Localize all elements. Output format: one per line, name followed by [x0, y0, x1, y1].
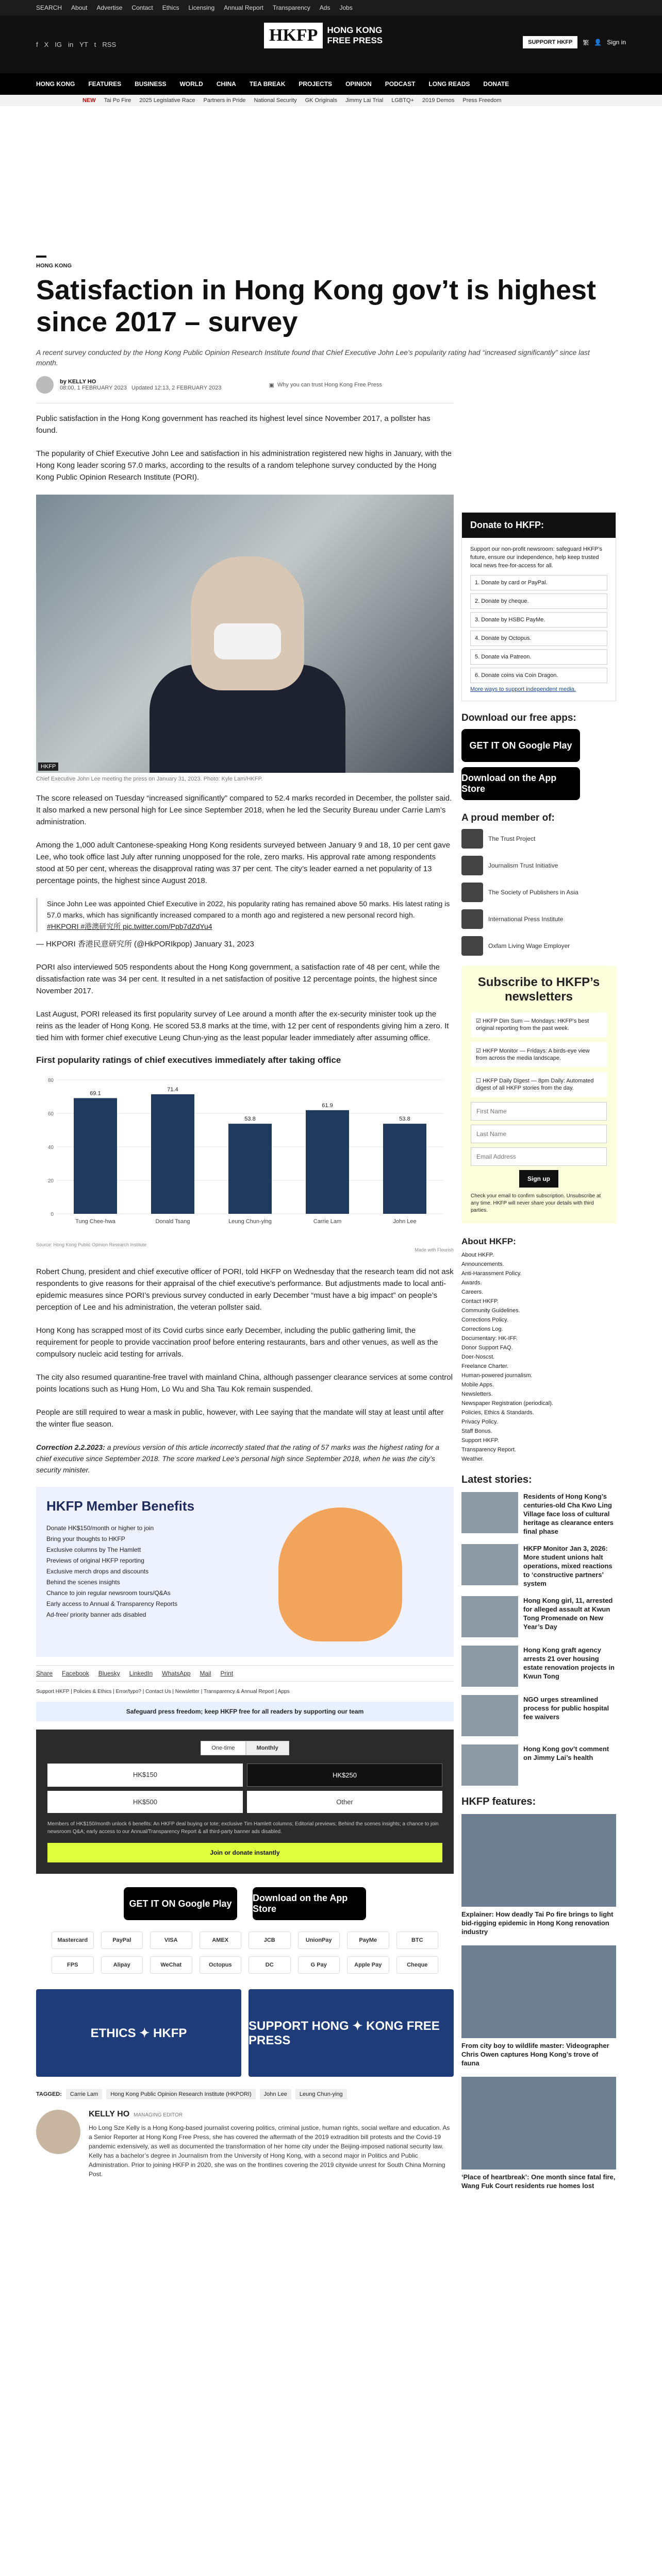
about-link[interactable]: Corrections Policy. — [461, 1317, 508, 1323]
about-link[interactable]: Transparency Report. — [461, 1447, 516, 1453]
author-role: MANAGING EDITOR — [134, 2112, 183, 2118]
latest-story-thumbnail[interactable] — [461, 1695, 518, 1736]
app-store-badges — [36, 1887, 454, 1920]
about-link[interactable]: Weather. — [461, 1456, 484, 1462]
telegram-icon[interactable]: t — [94, 40, 96, 48]
share-facebook[interactable]: Facebook — [62, 1670, 89, 1677]
ipi-logo[interactable] — [461, 909, 616, 929]
octopus-icon: Octopus — [200, 1956, 242, 1974]
chart-credit[interactable]: Made with Flourish — [415, 1247, 454, 1252]
about-link[interactable]: Human-powered journalism. — [461, 1372, 533, 1379]
logo-line2: FREE PRESS — [327, 36, 383, 45]
author-photo[interactable] — [36, 2110, 80, 2154]
trust-project-text: The Trust Project — [488, 835, 536, 842]
payme-icon: PayMe — [347, 1931, 389, 1949]
newsletter-option-text: HKFP Monitor — Fridays: A birds-eye view from across the media landscape. — [476, 1048, 590, 1061]
benefit-item: Behind the scenes insights — [46, 1579, 120, 1586]
sidebar-apps — [461, 713, 616, 800]
bar-value-label: 61.9 — [322, 1102, 333, 1109]
jti-icon — [461, 856, 483, 875]
donate-way[interactable]: 5. Donate via Patreon. — [470, 649, 607, 665]
nav-hong-kong[interactable]: HONG KONG — [36, 80, 75, 88]
newsletter-option[interactable] — [471, 1012, 607, 1037]
about-link[interactable]: Awards. — [461, 1280, 482, 1286]
checkbox-icon[interactable]: ☑ — [476, 1018, 481, 1024]
share-linkedin[interactable]: LinkedIn — [129, 1670, 153, 1677]
y-tick-label: 80 — [47, 1078, 54, 1083]
about-link[interactable]: Contact HKFP. — [461, 1298, 499, 1304]
membership-title: A proud member of: — [461, 812, 555, 823]
trust-text: Why you can trust Hong Kong Free Press — [277, 382, 382, 388]
sidebar-donate-title: Donate to HKFP: — [462, 513, 616, 538]
paragraph: Hong Kong has scrapped most of its Covid curbs since early December, including the public gathering limit, the requirement for people to provide vaccination proof before entering restaurants, bars and other venues, as well as the compulsory nucleic acid testing for arrivals. — [36, 1326, 438, 1359]
donate-way[interactable]: 2. Donate by cheque. — [470, 594, 607, 609]
donate-way[interactable]: 1. Donate by card or PayPal. — [470, 575, 607, 590]
oxfam-logo[interactable] — [461, 936, 616, 956]
about-link[interactable]: Donor Support FAQ. — [461, 1345, 513, 1351]
trending-item[interactable]: National Security — [254, 97, 297, 104]
sidebar-donate-text: Support our non-profit newsroom: safeguard HKFP’s future, ensure our independence, help keep trusted local news free-for-access for all. — [470, 546, 602, 569]
newsletter-option[interactable] — [471, 1042, 607, 1067]
nav-long-reads[interactable]: LONG READS — [428, 80, 470, 88]
email-input[interactable] — [471, 1147, 607, 1166]
paragraph: PORI also interviewed 505 respondents about the Hong Kong government, a satisfaction rate of 48 per cent, while the dissatisfaction rate was 34 per cent. It resulted in a net satisfaction of positive 12 percentage points, the highest since November 2017. — [36, 963, 440, 995]
feature-image[interactable] — [461, 1814, 616, 1907]
article-title: Satisfaction in Hong Kong gov’t is highest since 2017 – survey — [36, 275, 597, 337]
support-hkfp-button[interactable]: SUPPORT HKFP — [523, 36, 577, 48]
jcb-icon: JCB — [249, 1931, 291, 1949]
tag-chip[interactable]: Leung Chun-ying — [295, 2089, 347, 2099]
tag-chip[interactable]: John Lee — [260, 2089, 291, 2099]
latest-story-thumbnail[interactable] — [461, 1744, 518, 1786]
latest-story-title[interactable]: Hong Kong gov’t comment on Jimmy Lai’s health — [523, 1745, 609, 1761]
tweet-links[interactable]: #HKPORI #港澳研究所 pic.twitter.com/Ppb7dZdYu4 — [47, 922, 212, 930]
x-tick-label: John Lee — [393, 1218, 417, 1225]
oxfam-icon — [461, 936, 483, 956]
about-link[interactable]: Careers. — [461, 1289, 484, 1295]
bar[interactable] — [383, 1124, 426, 1214]
promo-banners — [36, 1989, 454, 2077]
trending-item[interactable]: Tai Po Fire — [104, 97, 131, 104]
x-tick-label: Carrie Lam — [313, 1218, 342, 1225]
trust-link[interactable] — [269, 382, 382, 388]
trust-project-icon — [461, 829, 483, 849]
article-photo[interactable] — [36, 495, 454, 773]
donate-way[interactable]: 3. Donate by HSBC PayMe. — [470, 612, 607, 628]
about-list — [461, 1250, 616, 1464]
bar[interactable] — [228, 1124, 272, 1214]
sopa-text: The Society of Publishers in Asia — [488, 889, 578, 896]
latest-story[interactable] — [461, 1744, 616, 1786]
tweet-source[interactable]: — HKPORI 香港民意研究所 (@HkPORIkpop) January 31, 2023 — [36, 940, 254, 948]
tags-label: TAGGED: — [36, 2091, 62, 2097]
last-name-input[interactable] — [471, 1125, 607, 1143]
one-time-tab[interactable]: One-time — [201, 1741, 245, 1755]
tag-list — [36, 2089, 454, 2099]
nav-business[interactable]: BUSINESS — [135, 80, 167, 88]
facebook-icon[interactable]: f — [36, 40, 38, 48]
share-label: Share — [36, 1670, 53, 1677]
paragraph: The popularity of Chief Executive John Lee and satisfaction in his administration registered new highs in January, with the Hong Kong leader scoring 57.0 marks, according to the results of a random telephone survey conducted by the Hong Kong Public Opinion Research Institute (PORI). — [36, 449, 452, 482]
latest-story-title[interactable]: NGO urges streamlined process for public hospital fee waivers — [523, 1696, 609, 1721]
article-category[interactable]: HONG KONG — [36, 263, 72, 269]
tag-chip[interactable]: Hong Kong Public Opinion Research Institute (HKPORI) — [106, 2089, 255, 2099]
ethics-banner[interactable]: ETHICS ✦ HKFP — [36, 1989, 241, 2077]
wechat-icon: WeChat — [150, 1956, 192, 1974]
gpay-icon: G Pay — [298, 1956, 340, 1974]
sidebar-memberships — [461, 812, 616, 956]
about-link[interactable]: Announcements. — [461, 1261, 504, 1267]
x-tick-label: Tung Chee-hwa — [75, 1218, 115, 1225]
bar-value-label: 71.4 — [167, 1086, 178, 1093]
benefit-item: Donate HK$150/month or higher to join — [46, 1524, 154, 1532]
logo-text — [327, 25, 383, 46]
chart-title: First popularity ratings of chief executives immediately after taking office — [36, 1055, 341, 1065]
frequency-toggle — [47, 1741, 442, 1755]
trending-item[interactable]: 2019 Demos — [422, 97, 455, 104]
jobs-link[interactable]: Jobs — [339, 4, 353, 11]
amount-options — [47, 1764, 442, 1813]
share-mail[interactable]: Mail — [200, 1670, 211, 1677]
about-link[interactable]: Policies, Ethics & Standards. — [461, 1410, 534, 1416]
author-box — [36, 2110, 454, 2179]
benefit-item: Exclusive columns by The Hamlett — [46, 1546, 141, 1553]
newsletter-fine-print: Check your email to confirm subscription. Unsubscribe at any time. HKFP will never share your details with third parties. — [471, 1193, 601, 1213]
first-name-input[interactable] — [471, 1102, 607, 1121]
user-icon[interactable]: 👤 — [594, 39, 602, 46]
author-avatar[interactable] — [36, 376, 54, 394]
trending-item[interactable]: Jimmy Lai Trial — [345, 97, 384, 104]
newsletter-title: Subscribe to HKFP’s newsletters — [477, 975, 600, 1004]
chart-svg — [36, 1070, 454, 1240]
language-toggle[interactable]: 繁 — [583, 39, 589, 46]
paragraph: Public satisfaction in the Hong Kong government has reached its highest level since November 2017, a pollster has found. — [36, 414, 431, 435]
ipi-text: International Press Institute — [488, 916, 564, 923]
share-bluesky[interactable]: Bluesky — [98, 1670, 120, 1677]
kicker-bar — [36, 256, 46, 258]
app-store-badge[interactable]: Download on the App Store — [253, 1887, 366, 1920]
about-link[interactable]: About HKFP. — [461, 1252, 494, 1258]
bar[interactable] — [151, 1094, 194, 1214]
contact-link[interactable]: Contact — [131, 4, 153, 11]
feature-title[interactable]: Explainer: How deadly Tai Po fire brings to light bid-rigging epidemic in Hong Kong renovation industry — [461, 1910, 614, 1936]
latest-story-title[interactable]: Hong Kong graft agency arrests 21 over housing estate renovation projects in Kwun Tong — [523, 1646, 615, 1680]
unionpay-icon: UnionPay — [298, 1931, 340, 1949]
article-lead: A recent survey conducted by the Hong Kong Public Opinion Research Institute found that Chief Executive John Lee’s popularity rating had “increased significantly” since last month. — [36, 348, 590, 367]
donate-way[interactable]: 4. Donate by Octopus. — [470, 631, 607, 646]
bar[interactable] — [306, 1110, 349, 1214]
support-banner[interactable]: SUPPORT HONG ✦ KONG FREE PRESS — [249, 1989, 454, 2077]
safeguard-banner[interactable]: Safeguard press freedom; keep HKFP free for all readers by supporting our team — [36, 1702, 454, 1721]
trending-item[interactable]: GK Originals — [305, 97, 337, 104]
jti-logo[interactable] — [461, 856, 616, 875]
about-link[interactable]: Corrections Log. — [461, 1326, 503, 1332]
author-bio: Ho Long Sze Kelly is a Hong Kong-based journalist covering politics, criminal justice, human rights, social welfare and education. As a Senior Reporter at Hong Kong Free Press, she has covered the aftermath of the 2019 extradition bill protests and the Covid-19 pandemic extensively, as well as documented the transformation of her home city under the Beijing-imposed national security law. Kelly has a bachelor’s degree in Journalism from the University of Hong Kong, with a second major in Politics and Public Administration. Prior to joining HKFP in 2020, she was on the frontlines covering the 2019 citywide unrest for South China Morning Post. — [89, 2124, 450, 2178]
sign-in-link[interactable]: Sign in — [607, 39, 626, 46]
about-link[interactable]: Anti-Harassment Policy. — [461, 1270, 522, 1277]
advertise-link[interactable]: Advertise — [96, 4, 123, 11]
publish-date: 08:00, 1 FEBRUARY 2023 — [60, 385, 127, 391]
newsletter-signup — [461, 966, 616, 1224]
licensing-link[interactable]: Licensing — [188, 4, 215, 11]
byline — [36, 376, 454, 394]
newsletter-option[interactable] — [471, 1072, 607, 1097]
y-tick-label: 0 — [51, 1212, 54, 1217]
features-title: HKFP features: — [461, 1796, 536, 1807]
about-link[interactable]: Community Guidelines. — [461, 1308, 520, 1314]
benefit-item: Exclusive merch drops and discounts — [46, 1568, 149, 1575]
feature-image[interactable] — [461, 1945, 616, 2038]
sidebar-store-badges — [461, 729, 616, 800]
cheque-icon: Cheque — [396, 1956, 439, 1974]
about-link[interactable]: Mobile Apps. — [461, 1382, 494, 1388]
y-tick-label: 60 — [47, 1111, 54, 1117]
nav-projects[interactable]: PROJECTS — [299, 80, 333, 88]
sign-up-button[interactable]: Sign up — [519, 1170, 558, 1188]
main-nav — [0, 73, 662, 95]
paragraph: Last August, PORI released its first popularity survey of Lee around a month after the ex-security minister took up the reins as the leader of Hong Kong. He scored 53.8 marks at the time, with 12 per cent of respondents giving him a zero. It tied him with former chief executive Leung Chun-ying as the least popular leader immediately after assuming office. — [36, 1010, 449, 1042]
latest-stories — [461, 1474, 616, 1786]
latest-story[interactable] — [461, 1695, 616, 1736]
x-icon[interactable]: X — [44, 40, 49, 48]
paragraph: The score released on Tuesday “increased significantly” compared to 52.4 marks recorded in December, the pollster said. It also marked a new personal high for Lee since September 2018, when he led the Security Bureau under Carrie Lam’s administration. — [36, 794, 452, 826]
ipi-icon — [461, 909, 483, 929]
trending-item[interactable]: 2025 Legislative Race — [139, 97, 195, 104]
instagram-icon[interactable]: IG — [55, 40, 62, 48]
paragraph: People are still required to wear a mask in public, however, with Lee saying that the mandate will stay at least until after the winter flue season. — [36, 1408, 444, 1429]
embedded-tweet — [36, 898, 454, 932]
benefit-list — [46, 1523, 177, 1620]
hkfp-features — [461, 1796, 616, 2190]
about-title: About HKFP: — [461, 1236, 516, 1246]
about-link[interactable]: Doer-Noscst. — [461, 1354, 495, 1360]
about-link[interactable]: Newsletters. — [461, 1391, 493, 1397]
share-whatsapp[interactable]: WhatsApp — [162, 1670, 191, 1677]
photo-figure-mask — [214, 623, 281, 659]
rss-icon[interactable]: RSS — [102, 40, 117, 48]
about-link[interactable]: Documentary: HK-IFF. — [461, 1335, 518, 1342]
checkbox-icon[interactable]: ☐ — [476, 1078, 481, 1084]
author-box-name[interactable]: KELLY HO — [89, 2110, 130, 2119]
sidebar-apps-title: Download our free apps: — [461, 713, 576, 723]
google-play-badge[interactable]: GET IT ON Google Play — [124, 1887, 237, 1920]
member-benefits-promo[interactable] — [36, 1487, 454, 1657]
latest-story-title[interactable]: Residents of Hong Kong’s centuries-old Cha Kwo Ling Village face loss of cultural heritage as clearance enters final phase — [523, 1493, 614, 1535]
paypal-icon: PayPal — [101, 1931, 143, 1949]
ads-link[interactable]: Ads — [319, 4, 330, 11]
benefit-item: Previews of original HKFP reporting — [46, 1557, 144, 1564]
share-print[interactable]: Print — [220, 1670, 234, 1677]
trending-item[interactable]: LGBTQ+ — [391, 97, 415, 104]
latest-story-thumbnail[interactable] — [461, 1596, 518, 1637]
nav-opinion[interactable]: OPINION — [345, 80, 372, 88]
logo-mark: HKFP — [264, 23, 323, 48]
sidebar-google-play-badge[interactable]: GET IT ON Google Play — [461, 729, 580, 762]
sopa-logo[interactable] — [461, 883, 616, 902]
jti-text: Journalism Trust Initiative — [488, 862, 558, 869]
y-tick-label: 20 — [47, 1178, 54, 1184]
latest-story[interactable] — [461, 1544, 616, 1588]
monthly-tab[interactable]: Monthly — [246, 1741, 289, 1755]
correction-text: a previous version of this article incorrectly stated that the rating of 57 marks was the highest rating for a chief executive since September 2018. The score marked Lee’s personal high since September 2018, when he was the city’s security minister. — [36, 1443, 440, 1474]
bar-value-label: 53.8 — [399, 1116, 410, 1123]
latest-list — [461, 1492, 616, 1786]
promo-title: HKFP Member Benefits — [46, 1498, 195, 1514]
mastercard-icon: Mastercard — [52, 1931, 94, 1949]
amex-icon: AMEX — [200, 1931, 242, 1949]
donate-way[interactable]: 6. Donate coins via Coin Dragon. — [470, 668, 607, 683]
sopa-icon — [461, 883, 483, 902]
nav-tea-break[interactable]: TEA BREAK — [249, 80, 286, 88]
logo-line1: HONG KONG — [327, 25, 383, 35]
nav-features[interactable]: FEATURES — [88, 80, 122, 88]
about-link[interactable]: Freelance Charter. — [461, 1363, 509, 1369]
photo-watermark: HKFP — [38, 762, 58, 771]
feature-title[interactable]: ‘Place of heartbreak’: One month since fatal fire, Wang Fuk Court residents rue homes lost — [461, 2173, 616, 2190]
benefit-item: Bring your thoughts to HKFP — [46, 1535, 125, 1543]
paragraph: The city also resumed quarantine-free travel with mainland China, although passenger clearance services at some control points locations such as Hung Hom, Lo Wu and Sha Tau Kok remain suspended. — [36, 1373, 453, 1394]
amount-option-selected[interactable]: HK$250 — [247, 1764, 442, 1787]
correction-label: Correction 2.2.2023: — [36, 1443, 105, 1451]
share-bar — [36, 1665, 454, 1682]
top-utility-bar — [0, 0, 662, 15]
payment-methods — [52, 1931, 438, 1974]
latest-story-title[interactable]: HKFP Monitor Jan 3, 2026: More student unions halt operations, mixed reactions to ‘constructive partners’ system — [523, 1545, 613, 1587]
applepay-icon: Apple Pay — [347, 1956, 389, 1974]
popularity-chart — [36, 1055, 454, 1252]
benefit-item: Early access to Annual & Transparency Reports — [46, 1600, 178, 1607]
newsletter-option-text: HKFP Dim Sum — Mondays: HKFP’s best original reporting from the past week. — [476, 1018, 589, 1031]
oxfam-text: Oxfam Living Wage Employer — [488, 942, 570, 950]
latest-story[interactable] — [461, 1492, 616, 1536]
author-name[interactable]: by KELLY HO — [60, 379, 96, 385]
trending-item[interactable]: Press Freedom — [462, 97, 502, 104]
amount-option-other[interactable]: Other — [247, 1791, 442, 1813]
tweet-text: Since John Lee was appointed Chief Executive in 2022, his popularity rating has remained above 50 marks. His latest rating is 57.0 marks, which has significantly increased compared to a month ago and registered a new personal record high. — [47, 900, 450, 919]
mascot-illustration — [278, 1507, 402, 1641]
site-header — [0, 15, 662, 73]
article-footer-links[interactable]: Support HKFP | Policies & Ethics | Error/typo? | Contact Us | Newsletter | Transparency & Annual Report | Apps — [36, 1689, 290, 1694]
latest-title: Latest stories: — [461, 1474, 532, 1485]
about-link[interactable]: Support HKFP. — [461, 1437, 499, 1444]
updated-date: Updated 12:13, 2 FEBRUARY 2023 — [131, 385, 222, 391]
bar-value-label: 69.1 — [90, 1090, 101, 1097]
header-actions — [523, 36, 626, 48]
paragraph: Robert Chung, president and chief executive officer of PORI, told HKFP on Wednesday that the research team did not ask respondents to give reasons for their appraisal of the chief executive’s performance. But adjustments made to local anti-epidemic measures since PORI’s previous survey conducted in early December “must have a big impact” on people’s perception of Lee and his administration, the veteran pollster said. — [36, 1267, 454, 1312]
nav-china[interactable]: CHINA — [216, 80, 236, 88]
newsletter-option-text: HKFP Daily Digest — 8pm Daily: Automated digest of all HKFP stories from the day. — [476, 1078, 594, 1091]
bar-value-label: 53.8 — [244, 1116, 256, 1123]
site-logo[interactable] — [264, 23, 383, 48]
sidebar — [461, 512, 616, 2199]
benefit-item: Chance to join regular newsroom tours/Q&As — [46, 1589, 171, 1597]
bitcoin-icon: BTC — [396, 1931, 439, 1949]
checkbox-icon[interactable]: ☑ — [476, 1048, 481, 1054]
about-link[interactable]: Privacy Policy. — [461, 1419, 498, 1425]
donate-note: Members of HK$150/month unlock 6 benefits: An HKFP deal buying or tote; exclusive Tim Hamlett columns; Editorial previews; Behind the scenes insights; a chance to join newsroom Q&A; early access to our Annual/Transparency Report & all third-party banner ads disabled. — [47, 1821, 439, 1835]
photo-caption: Chief Executive John Lee meeting the press on January 31, 2023. Photo: Kyle Lam/HKFP. — [36, 776, 263, 782]
bar[interactable] — [74, 1098, 117, 1214]
correction-note — [36, 1442, 454, 1476]
social-icons — [36, 41, 116, 48]
member-logos — [461, 829, 616, 956]
x-tick-label: Leung Chun-ying — [228, 1218, 272, 1225]
join-button[interactable]: Join or donate instantly — [47, 1843, 442, 1862]
feature-title[interactable]: From city boy to wildlife master: Videographer Chris Owen captures Hong Kong’s trove of fauna — [461, 2042, 609, 2067]
tag-chip[interactable]: Carrie Lam — [66, 2089, 102, 2099]
chart-source[interactable]: Source: Hong Kong Public Opinion Research Institute — [36, 1242, 147, 1247]
ethics-link[interactable]: Ethics — [162, 4, 179, 11]
fps-icon: FPS — [52, 1956, 94, 1974]
x-tick-label: Donald Tsang — [155, 1218, 190, 1225]
latest-story-thumbnail[interactable] — [461, 1646, 518, 1687]
annual-report-link[interactable]: Annual Report — [224, 4, 263, 11]
amount-option[interactable]: HK$500 — [47, 1791, 243, 1813]
youtube-icon[interactable]: YT — [79, 40, 88, 48]
nav-podcast[interactable]: PODCAST — [385, 80, 416, 88]
sidebar-donate — [461, 512, 616, 701]
trust-project-logo[interactable] — [461, 829, 616, 849]
about-links — [461, 1237, 616, 1464]
new-label: NEW — [82, 97, 96, 104]
linkedin-icon[interactable]: in — [68, 40, 74, 48]
alipay-icon: Alipay — [101, 1956, 143, 1974]
search-link[interactable]: SEARCH — [36, 4, 62, 11]
trust-icon: ▣ — [269, 382, 274, 388]
latest-story-title[interactable]: Hong Kong girl, 11, arrested for alleged assault at Kwun Tong Promenade on New Year’s Day — [523, 1597, 613, 1631]
diners-icon: DC — [249, 1956, 291, 1974]
sidebar-app-store-badge[interactable]: Download on the App Store — [461, 767, 580, 800]
visa-icon: VISA — [150, 1931, 192, 1949]
trending-bar — [0, 95, 662, 106]
donate-panel — [36, 1730, 454, 1874]
benefit-item: Ad-free/ priority banner ads disabled — [46, 1611, 146, 1618]
nav-donate[interactable]: DONATE — [483, 80, 509, 88]
latest-story-thumbnail[interactable] — [461, 1492, 518, 1533]
latest-story[interactable] — [461, 1646, 616, 1687]
transparency-link[interactable]: Transparency — [272, 4, 310, 11]
features-list — [461, 1814, 616, 2190]
latest-story[interactable] — [461, 1596, 616, 1637]
feature-image[interactable] — [461, 2077, 616, 2170]
amount-option[interactable]: HK$150 — [47, 1764, 243, 1787]
paragraph: Among the 1,000 adult Cantonese-speaking Hong Kong residents surveyed between January 9 and 18, 10 per cent gave Lee, who took office last July after running unopposed for the role, zero marks. His approval rate among respondents stood at 50 per cent, whereas the disapproval rating was 37 per cent. The city’s leader earned a net popularity of 13 percentage points, the highest since August 2018. — [36, 841, 451, 885]
more-ways-link[interactable]: More ways to support independent media. — [470, 686, 576, 692]
about-link[interactable]: Staff Bonus. — [461, 1428, 492, 1434]
nav-world[interactable]: WORLD — [179, 80, 203, 88]
latest-story-thumbnail[interactable] — [461, 1544, 518, 1585]
trending-item[interactable]: Partners in Pride — [203, 97, 246, 104]
y-tick-label: 40 — [47, 1145, 54, 1150]
about-link[interactable]: About — [71, 4, 88, 11]
about-link[interactable]: Newspaper Registration (periodical). — [461, 1400, 553, 1406]
